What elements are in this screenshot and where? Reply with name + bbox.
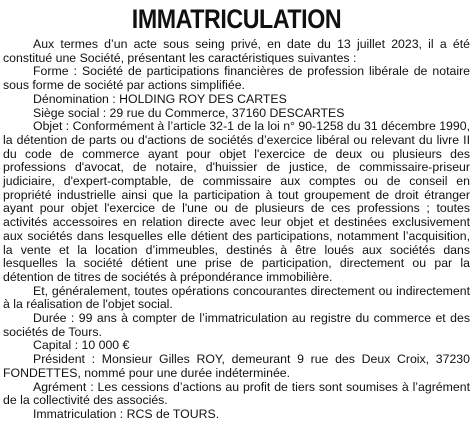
- paragraph-siege-social: Siège social : 29 rue du Commerce, 37160 DESCARTES: [33, 105, 345, 120]
- paragraph-constitution: Aux termes d’un acte sous seing privé, en date du 13 juillet 2023, il a été constitué une Société, présentant les caractéristiques suivantes :: [3, 37, 470, 65]
- paragraph-objet: Objet : Conformément à l’article 32-1 de la loi n° 90-1258 du 31 décembre 1990, la détention de parts ou d'actions de sociétés d’exercice libéral ou relevant du livre II du code de commerce ayant pour objet l'exercice de deux ou plusieurs des professions d'avocat, de notaire, d'huissier de justice, de commissaire-priseur judiciaire, d'expert-comptable, de commissaire aux comptes ou de conseil en propriété industrielle ainsi que la participation à tout groupement de droit étranger ayant pour objet l'exercice de l'une ou de plusieurs de ces professions ; toutes activités accessoires en relation directe avec leur objet et destinées exclusivement aux sociétés dans lesquelles elle détient des participations, notamment l’acquisition, la vente et la location d’immeubles, destinés à être loués aux sociétés dans lesquelles la société détient une prise de participation, directement ou par la détention de titres de sociétés à prépondérance immobilière.: [3, 119, 470, 284]
- notice-body: [3, 38, 470, 422]
- paragraph-president: Président : Monsieur Gilles ROY, demeurant 9 rue des Deux Croix, 37230 FONDETTES, nommé pour une durée indéterminée.: [3, 352, 470, 380]
- paragraph-agrement: Agrément : Les cessions d’actions au profit de tiers sont soumises à l’agrément de la collectivité des associés.: [3, 379, 470, 408]
- legal-notice: [3, 4, 470, 422]
- paragraph-duree: Durée : 99 ans à compter de l’immatriculation au registre du commerce et des sociétés de Tours.: [3, 311, 470, 339]
- paragraph-denomination: Dénomination : HOLDING ROY DES CARTES: [33, 91, 287, 106]
- paragraph-generalement: Et, généralement, toutes opérations concourantes directement ou indirectement à la réalisation de l'objet social.: [3, 283, 470, 312]
- paragraph-forme: Forme : Société de participations financières de profession libérale de notaire sous forme de société par actions simplifiée.: [3, 64, 470, 93]
- paragraph-immatriculation: Immatriculation : RCS de TOURS.: [33, 406, 220, 421]
- notice-title: IMMATRICULATION: [131, 4, 342, 34]
- paragraph-capital: Capital : 10 000 €: [33, 338, 130, 353]
